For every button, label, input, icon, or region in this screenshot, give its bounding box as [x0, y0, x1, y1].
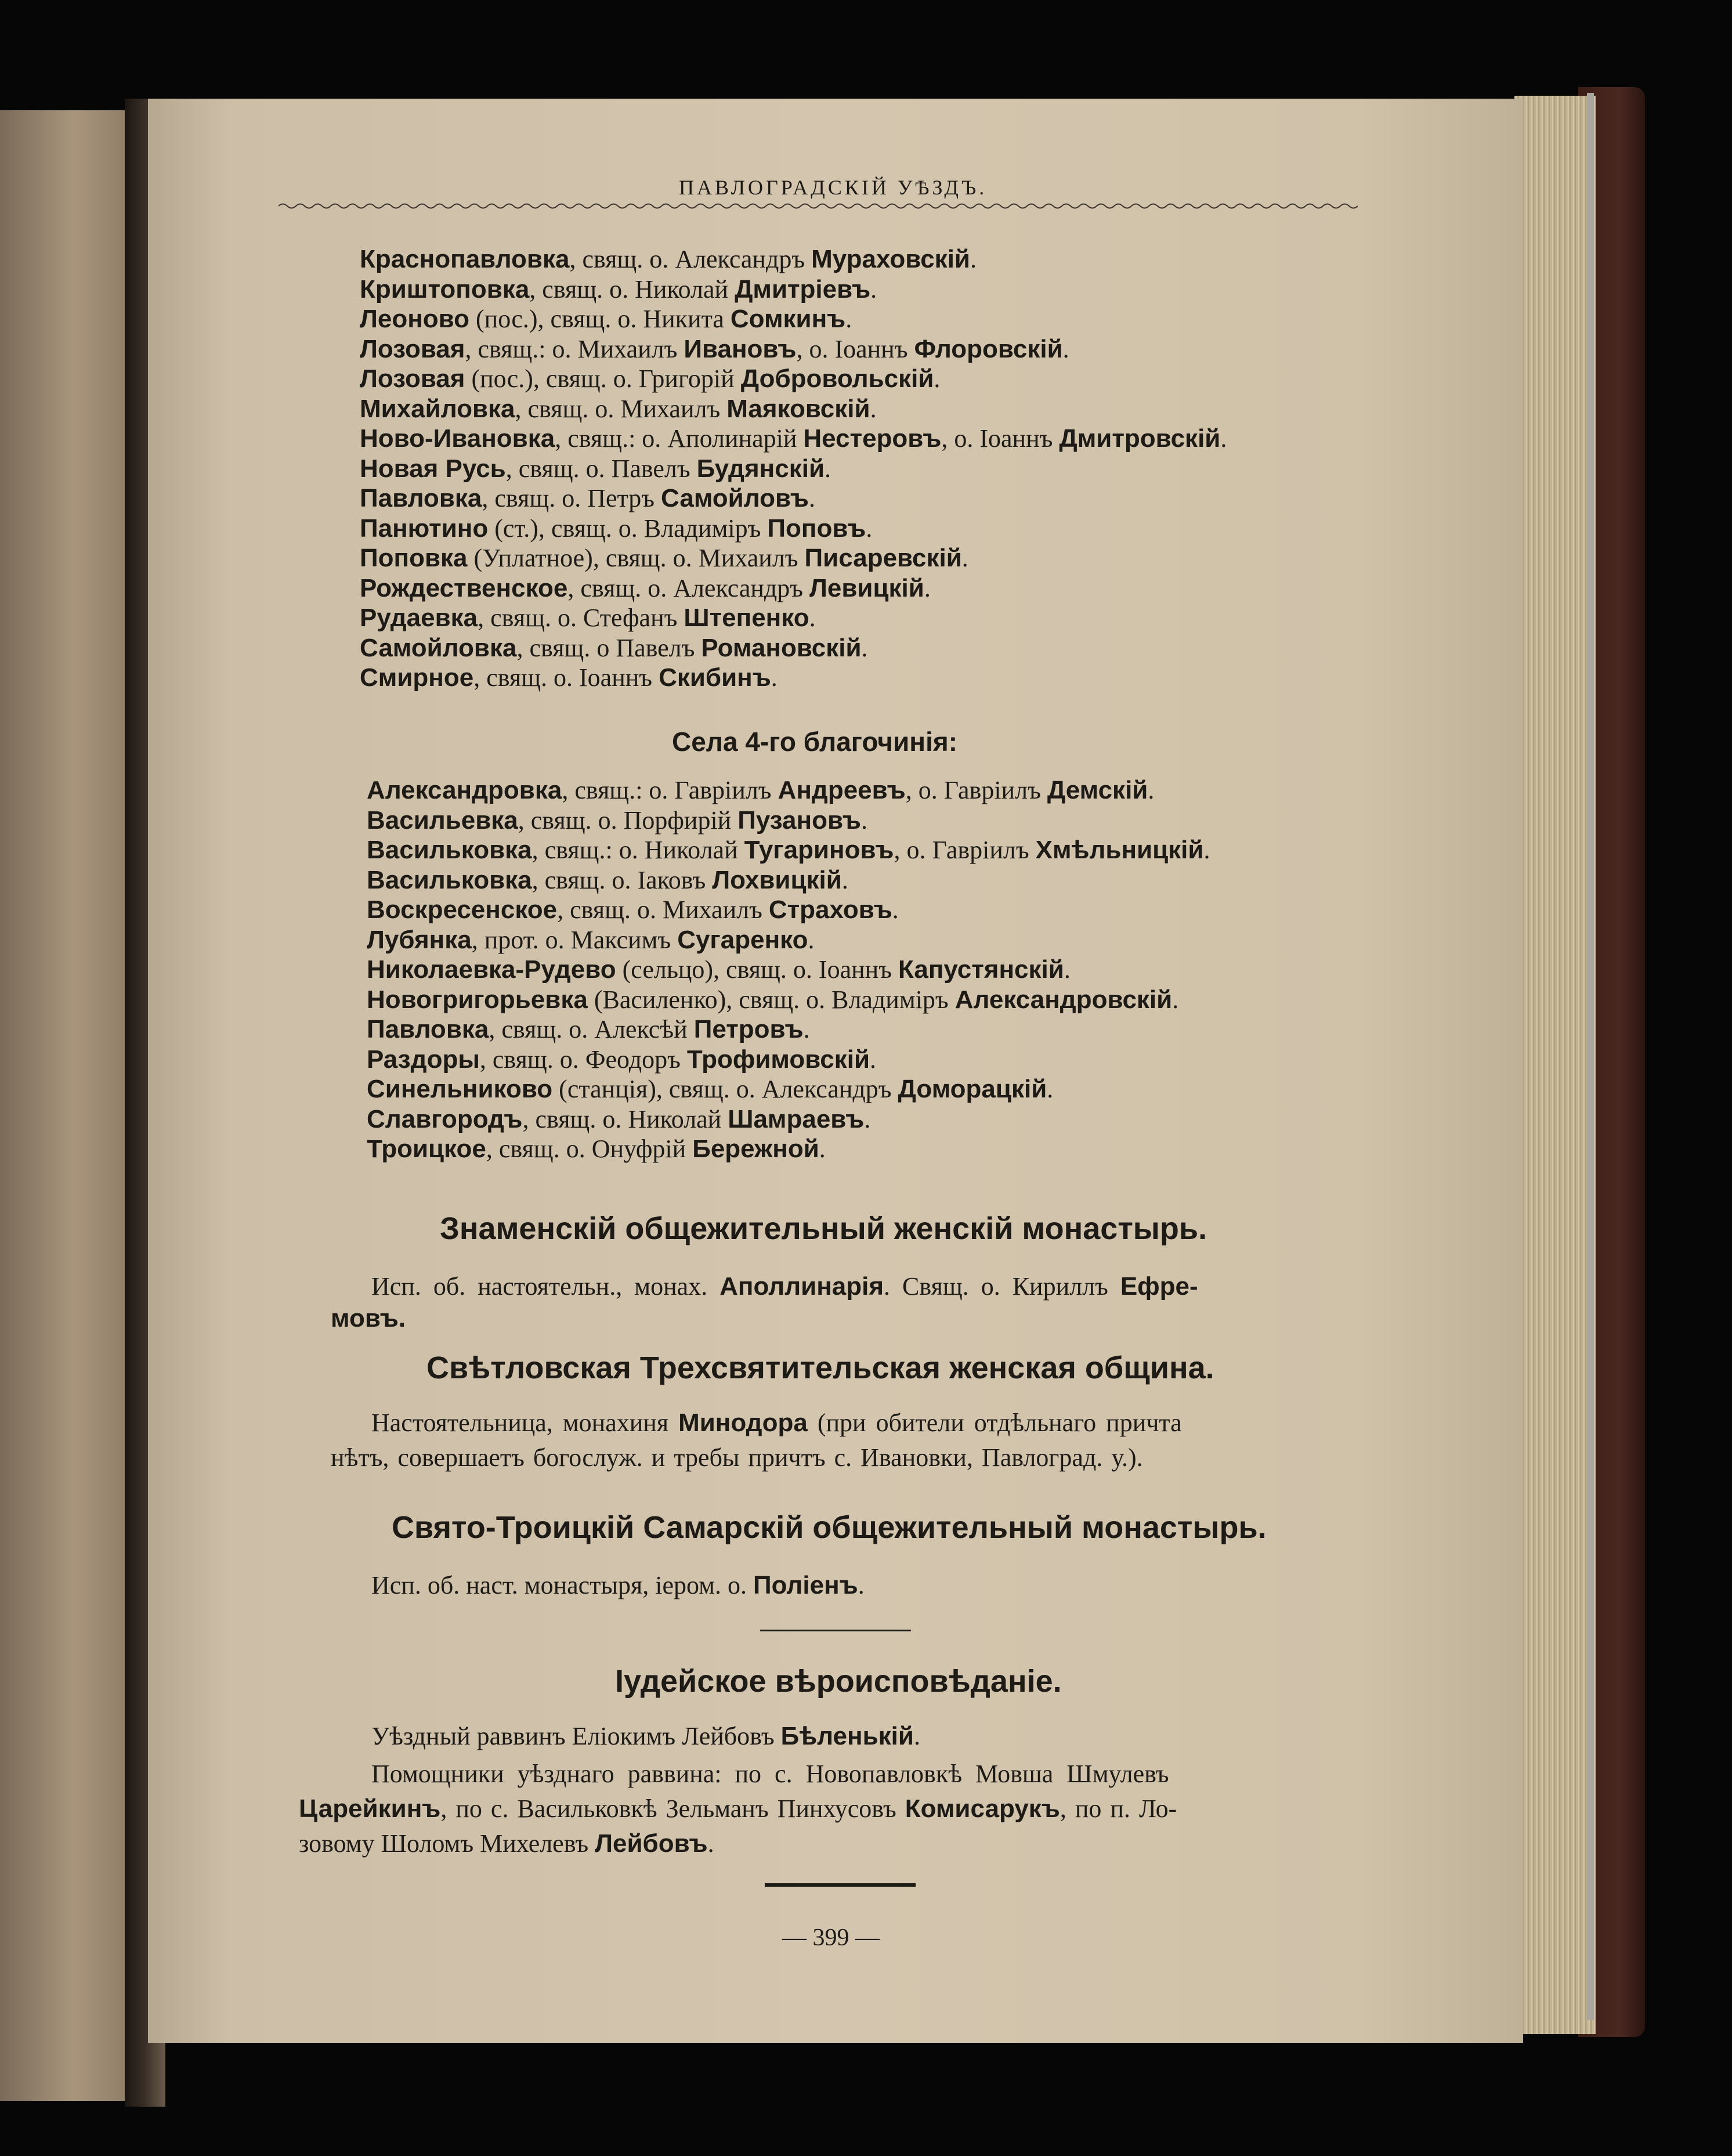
parish-entry — [360, 665, 778, 691]
entry-end: . — [892, 895, 899, 924]
priest-surname: Писаревскій — [804, 544, 962, 572]
village-name: Синельниково — [367, 1075, 553, 1103]
judaism-line1 — [371, 1724, 920, 1749]
parish-entry — [367, 957, 1071, 983]
parish-entry — [360, 635, 868, 661]
community-title: Свѣтловская Трехсвятительская женская община. — [426, 1350, 1214, 1385]
judaism-text-3d: , по п. Ло- — [1060, 1794, 1177, 1823]
parish-entry — [360, 366, 940, 392]
priest-surname: Петровъ — [693, 1015, 804, 1043]
clergy-text: , свящ. о. Михаилъ — [515, 394, 727, 423]
priest-surname: Левицкій — [809, 573, 924, 602]
priest-surname: Добровольскій — [740, 364, 934, 393]
clergy-text: , свящ. о. Николай — [529, 275, 735, 304]
judaism-assistant3: Лейбовъ — [595, 1829, 708, 1858]
community-text-c: (при обители отдѣльнаго причта — [807, 1409, 1182, 1437]
entry-end: . — [970, 245, 977, 273]
village-name: Павловка — [367, 1015, 489, 1043]
priest-surname: Ивановъ — [684, 334, 797, 363]
village-name: Павловка — [360, 484, 482, 512]
monastery1-title: Знаменскій общежительный женскій монастырь. — [440, 1211, 1207, 1246]
parish-entry — [360, 334, 1069, 363]
monastery2-text-a: Исп. об. наст. монастыря, іером. о. — [371, 1571, 754, 1599]
village-name: Васильевка — [367, 806, 518, 835]
entry-end: . — [866, 514, 873, 543]
village-name: Васильковка — [367, 836, 532, 864]
clergy-text: , свящ. о. Іоаннъ — [473, 663, 659, 692]
judaism-text-4a: зовому Шоломъ Михелевъ — [299, 1829, 595, 1858]
village-name: Ново-Ивановка — [360, 424, 555, 453]
entry-end: . — [934, 364, 941, 393]
village-name: Рождественское — [360, 573, 568, 602]
judaism-text-a: Уѣздный раввинъ Еліокимъ Лейбовъ — [371, 1722, 781, 1750]
priest-surname: Мураховскій — [811, 245, 970, 273]
monastery1-text-a: Исп. об. настоятельн., монах. — [371, 1272, 720, 1301]
clergy-text: (Василенко), свящ. о. Владиміръ — [587, 985, 955, 1014]
parish-entry — [360, 486, 815, 511]
priest-surname: Скибинъ — [659, 663, 771, 692]
community-name: Минодора — [678, 1409, 808, 1437]
section-heading-4th-deanery: Села 4-го благочинія: — [672, 727, 958, 757]
clergy-text: , свящ. о. Петръ — [482, 484, 661, 512]
left-page-edge — [0, 110, 133, 2101]
clergy-text-2: , о. Гавріилъ — [905, 776, 1047, 804]
running-header: ПАВЛОГРАДСКІЙ УѢЗДЪ. — [679, 176, 988, 199]
village-name: Славгородъ — [367, 1104, 523, 1133]
entry-end: . — [825, 454, 831, 483]
entry-end: . — [808, 925, 815, 954]
clergy-text: (пос.), свящ. о. Никита — [469, 305, 731, 333]
priest-surname: Самойловъ — [661, 484, 809, 512]
entry-end: . — [809, 604, 816, 632]
priest-surname-2: Хмѣльницкій — [1035, 836, 1204, 864]
priest-surname: Романовскій — [701, 633, 862, 662]
priest-surname: Нестеровъ — [803, 424, 942, 453]
clergy-text: , свящ.: о. Николай — [531, 836, 744, 864]
clergy-text: , свящ. о. Алексѣй — [489, 1015, 694, 1043]
entry-end: . — [870, 394, 877, 423]
clergy-text: , свящ. о. Іаковъ — [531, 865, 713, 894]
entry-end: . — [1172, 985, 1179, 1014]
village-name: Новая Русь — [360, 454, 506, 483]
judaism-line3 — [299, 1796, 1177, 1822]
judaism-text-c: . — [913, 1722, 920, 1750]
page-number: — 399 — — [782, 1924, 880, 1951]
clergy-text: , свящ. о. Феодоръ — [479, 1045, 687, 1074]
parish-entry — [360, 605, 816, 631]
monastery1-line2: мовъ. — [331, 1304, 406, 1332]
clergy-text-2: , о. Іоаннъ — [941, 424, 1060, 453]
judaism-text-3b: , по с. Васильковкѣ Зельманъ Пинхусовъ — [440, 1794, 905, 1823]
priest-surname: Сугаренко — [677, 925, 808, 954]
clergy-text: , свящ.: о. Михаилъ — [465, 334, 684, 363]
parish-entry — [367, 1017, 810, 1042]
village-name: Леоново — [360, 305, 470, 333]
village-name: Краснопавловка — [360, 245, 570, 273]
entry-end: . — [961, 544, 968, 572]
clergy-text: , свящ. о. Онуфрій — [486, 1135, 693, 1163]
parish-entry — [367, 1136, 826, 1162]
clergy-text: (станція), свящ. о. Александръ — [552, 1075, 898, 1103]
parish-entry — [360, 306, 852, 332]
priest-surname: Шамраевъ — [728, 1104, 865, 1133]
parish-entry — [367, 1104, 871, 1133]
priest-surname: Пузановъ — [737, 806, 861, 835]
monastery1-name: Аполлинарія — [719, 1272, 884, 1301]
priest-surname: Александровскій — [954, 985, 1173, 1014]
entry-end: . — [864, 1104, 871, 1133]
village-name: Троицкое — [367, 1135, 486, 1163]
village-name: Васильковка — [367, 865, 532, 894]
clergy-text: , свящ. о Павелъ — [516, 633, 702, 662]
community-line2: нѣтъ, совершаетъ богослуж. и требы причтъ с. Ивановки, Павлоград. у.). — [331, 1443, 1143, 1472]
village-name: Михайловка — [360, 394, 515, 423]
village-name: Лубянка — [367, 925, 472, 954]
entry-end: . — [803, 1015, 810, 1043]
village-name: Криштоповка — [360, 275, 530, 304]
priest-surname-2: Демскій — [1047, 776, 1148, 804]
village-name: Лозовая — [360, 364, 465, 393]
judaism-line4 — [299, 1831, 714, 1857]
priest-surname: Доморацкій — [898, 1075, 1047, 1103]
clergy-text-2: , о. Іоаннъ — [796, 334, 914, 363]
priest-surname: Трофимовскій — [686, 1045, 870, 1074]
clergy-text: (Уплатное), свящ. о. Михаилъ — [467, 544, 805, 572]
parish-entry — [360, 277, 877, 302]
judaism-line2: Помощники уѣзднаго раввина: по с. Новопавловкѣ Мовша Шмулевъ — [371, 1760, 1169, 1788]
monastery2-text-c: . — [858, 1571, 865, 1599]
clergy-text: (сельцо), свящ. о. Іоаннъ — [616, 955, 898, 984]
village-name: Самойловка — [360, 633, 517, 662]
priest-surname-2: Дмитровскій — [1059, 424, 1221, 453]
entry-end: . — [1203, 836, 1210, 864]
entry-end: . — [819, 1135, 826, 1163]
monastery1-line1 — [371, 1274, 1198, 1299]
parish-entry — [367, 1047, 876, 1072]
parish-entry — [360, 396, 877, 422]
village-name: Александровка — [367, 776, 562, 804]
parish-entry — [360, 573, 931, 602]
parish-entry — [367, 865, 848, 894]
village-name: Воскресенское — [367, 895, 558, 924]
entry-end: . — [845, 305, 852, 333]
village-name: Лозовая — [360, 334, 465, 363]
clergy-text: , свящ. о. Николай — [522, 1104, 728, 1133]
entry-end: . — [771, 663, 778, 692]
parish-entry — [367, 1077, 1053, 1102]
priest-surname: Дмитріевъ — [735, 275, 871, 304]
entry-end: . — [870, 1045, 876, 1074]
parish-entry — [360, 456, 831, 482]
short-rule-1 — [760, 1630, 911, 1631]
village-name: Поповка — [360, 544, 468, 572]
parish-entry — [367, 987, 1178, 1013]
clergy-text: , свящ. о. Александръ — [569, 245, 812, 273]
judaism-title: Іудейское вѣроисповѣданіе. — [615, 1664, 1062, 1699]
monastery1-name2: Ефре- — [1120, 1272, 1198, 1301]
entry-end: . — [1220, 424, 1227, 453]
page-stack-edges — [1514, 96, 1596, 2034]
judaism-assistant1: Царейкинъ — [299, 1794, 441, 1823]
parish-entry — [360, 546, 968, 571]
parish-entry — [367, 837, 1210, 863]
priest-surname: Страховъ — [768, 895, 892, 924]
entry-end: . — [1064, 955, 1071, 984]
judaism-assistant2: Комисарукъ — [905, 1794, 1060, 1823]
entry-end: . — [809, 484, 815, 512]
clergy-text: , свящ. о. Порфирій — [518, 806, 738, 835]
cover-edge-strip — [1587, 93, 1594, 2020]
monastery2-line1 — [371, 1573, 865, 1598]
village-name: Панютино — [360, 514, 489, 543]
entry-end: . — [1047, 1075, 1054, 1103]
clergy-text-2: , о. Гавріилъ — [894, 836, 1036, 864]
clergy-text: (пос.), свящ. о. Григорій — [465, 364, 741, 393]
entry-end: . — [861, 633, 868, 662]
clergy-text: (ст.), свящ. о. Владиміръ — [488, 514, 768, 543]
priest-surname: Тугариновъ — [744, 836, 894, 864]
priest-surname: Сомкинъ — [730, 305, 846, 333]
clergy-text: , прот. о. Максимъ — [471, 925, 678, 954]
entry-end: . — [1148, 776, 1155, 804]
parish-entry — [367, 778, 1154, 803]
parish-entry — [367, 808, 867, 833]
priest-surname-2: Флоровскій — [914, 334, 1063, 363]
entry-end: . — [841, 865, 848, 894]
entry-end: . — [870, 275, 877, 304]
village-name: Раздоры — [367, 1045, 480, 1074]
priest-surname: Андреевъ — [778, 776, 906, 804]
entry-end: . — [1062, 334, 1069, 363]
entry-end: . — [861, 806, 867, 835]
entry-end: . — [924, 573, 931, 602]
village-name: Николаевка-Рудево — [367, 955, 616, 984]
parish-entry — [360, 516, 872, 541]
judaism-text-4c: . — [707, 1829, 714, 1858]
parish-entry — [367, 897, 899, 923]
clergy-text: , свящ. о. Александръ — [567, 573, 810, 602]
clergy-text: , свящ. о. Павелъ — [505, 454, 697, 483]
priest-surname: Поповъ — [767, 514, 866, 543]
monastery1-text-c: . Свящ. о. Кириллъ — [884, 1272, 1120, 1301]
community-line1 — [371, 1410, 1182, 1436]
header-wavy-rule — [279, 202, 1358, 210]
bottom-rule — [765, 1883, 916, 1887]
monastery2-title: Свято-Троицкій Самарскій общежительный монастырь. — [392, 1510, 1267, 1545]
priest-surname: Маяковскій — [726, 394, 870, 423]
monastery2-name: Поліенъ — [753, 1571, 858, 1599]
judaism-rabbi-name: Бѣленькій — [780, 1722, 914, 1750]
priest-surname: Штепенко — [684, 604, 809, 632]
priest-surname: Будянскій — [696, 454, 825, 483]
village-name: Рудаевка — [360, 604, 478, 632]
parish-entry — [367, 927, 814, 953]
clergy-text: , свящ.: о. Гавріилъ — [562, 776, 778, 804]
priest-surname: Лохвицкій — [712, 865, 842, 894]
priest-surname: Капустянскій — [898, 955, 1064, 984]
priest-surname: Бережной — [692, 1135, 819, 1163]
community-text-a: Настоятельница, монахиня — [371, 1409, 679, 1437]
clergy-text: , свящ.: о. Аполинарій — [555, 424, 804, 453]
parish-entry — [360, 426, 1227, 452]
village-name: Новогригорьевка — [367, 985, 588, 1014]
village-name: Смирное — [360, 663, 474, 692]
clergy-text: , свящ. о. Михаилъ — [557, 895, 769, 924]
parish-entry — [360, 247, 977, 272]
clergy-text: , свящ. о. Стефанъ — [478, 604, 684, 632]
